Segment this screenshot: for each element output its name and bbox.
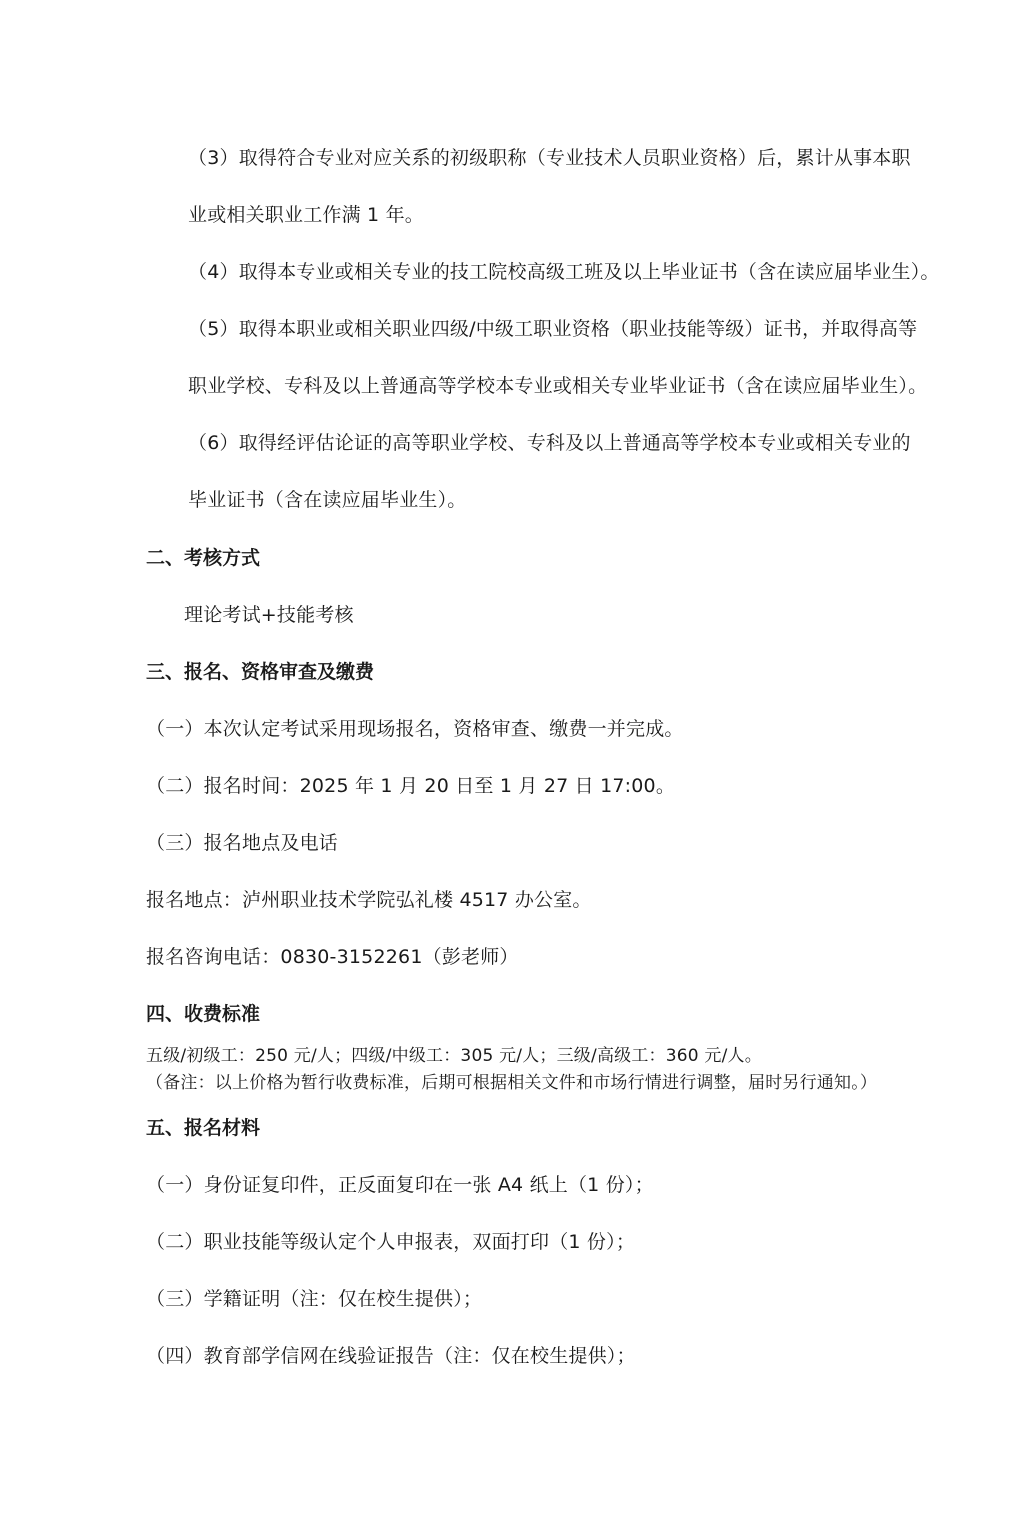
item-5-line-2: 职业学校、专科及以上普通高等学校本专业或相关专业毕业证书（含在读应届毕业生）。	[188, 375, 928, 397]
material-item-2: （二）职业技能等级认定个人申报表，双面打印（1 份）；	[146, 1231, 636, 1253]
item-3-line-2: 业或相关职业工作满 1 年。	[188, 204, 424, 226]
registration-time: （二）报名时间：2025 年 1 月 20 日至 1 月 27 日 17:00。	[146, 775, 676, 797]
material-item-3: （三）学籍证明（注：仅在校生提供）；	[146, 1288, 483, 1310]
item-4: （4）取得本专业或相关专业的技工院校高级工班及以上毕业证书（含在读应届毕业生）。	[188, 261, 940, 283]
assessment-method: 理论考试+技能考核	[184, 604, 354, 626]
section-2-heading: 二、考核方式	[146, 547, 261, 569]
item-3-line-1: （3）取得符合专业对应关系的初级职称（专业技术人员职业资格）后，累计从事本职	[188, 147, 911, 169]
section-3-heading: 三、报名、资格审查及缴费	[146, 661, 375, 683]
item-6-line-1: （6）取得经评估论证的高等职业学校、专科及以上普通高等学校本专业或相关专业的	[188, 432, 911, 454]
item-5-line-1: （5）取得本职业或相关职业四级/中级工职业资格（职业技能等级）证书，并取得高等	[188, 318, 918, 340]
registration-location: 报名地点：泸州职业技术学院弘礼楼 4517 办公室。	[146, 889, 592, 911]
fee-standard: 五级/初级工：250 元/人；四级/中级工：305 元/人；三级/高级工：360 元/人。	[146, 1046, 762, 1066]
registration-phone: 报名咨询电话：0830-3152261（彭老师）	[146, 946, 519, 968]
item-6-line-2: 毕业证书（含在读应届毕业生）。	[188, 489, 467, 511]
material-item-4: （四）教育部学信网在线验证报告（注：仅在校生提供）；	[146, 1345, 636, 1367]
fee-note: （备注：以上价格为暂行收费标准，后期可根据相关文件和市场行情进行调整，届时另行通知。）	[146, 1073, 878, 1093]
section-4-heading: 四、收费标准	[146, 1003, 261, 1025]
material-item-1: （一）身份证复印件，正反面复印在一张 A4 纸上（1 份）；	[146, 1174, 654, 1196]
registration-location-heading: （三）报名地点及电话	[146, 832, 339, 854]
registration-item-1: （一）本次认定考试采用现场报名，资格审查、缴费一并完成。	[146, 718, 684, 740]
section-5-heading: 五、报名材料	[146, 1117, 261, 1139]
